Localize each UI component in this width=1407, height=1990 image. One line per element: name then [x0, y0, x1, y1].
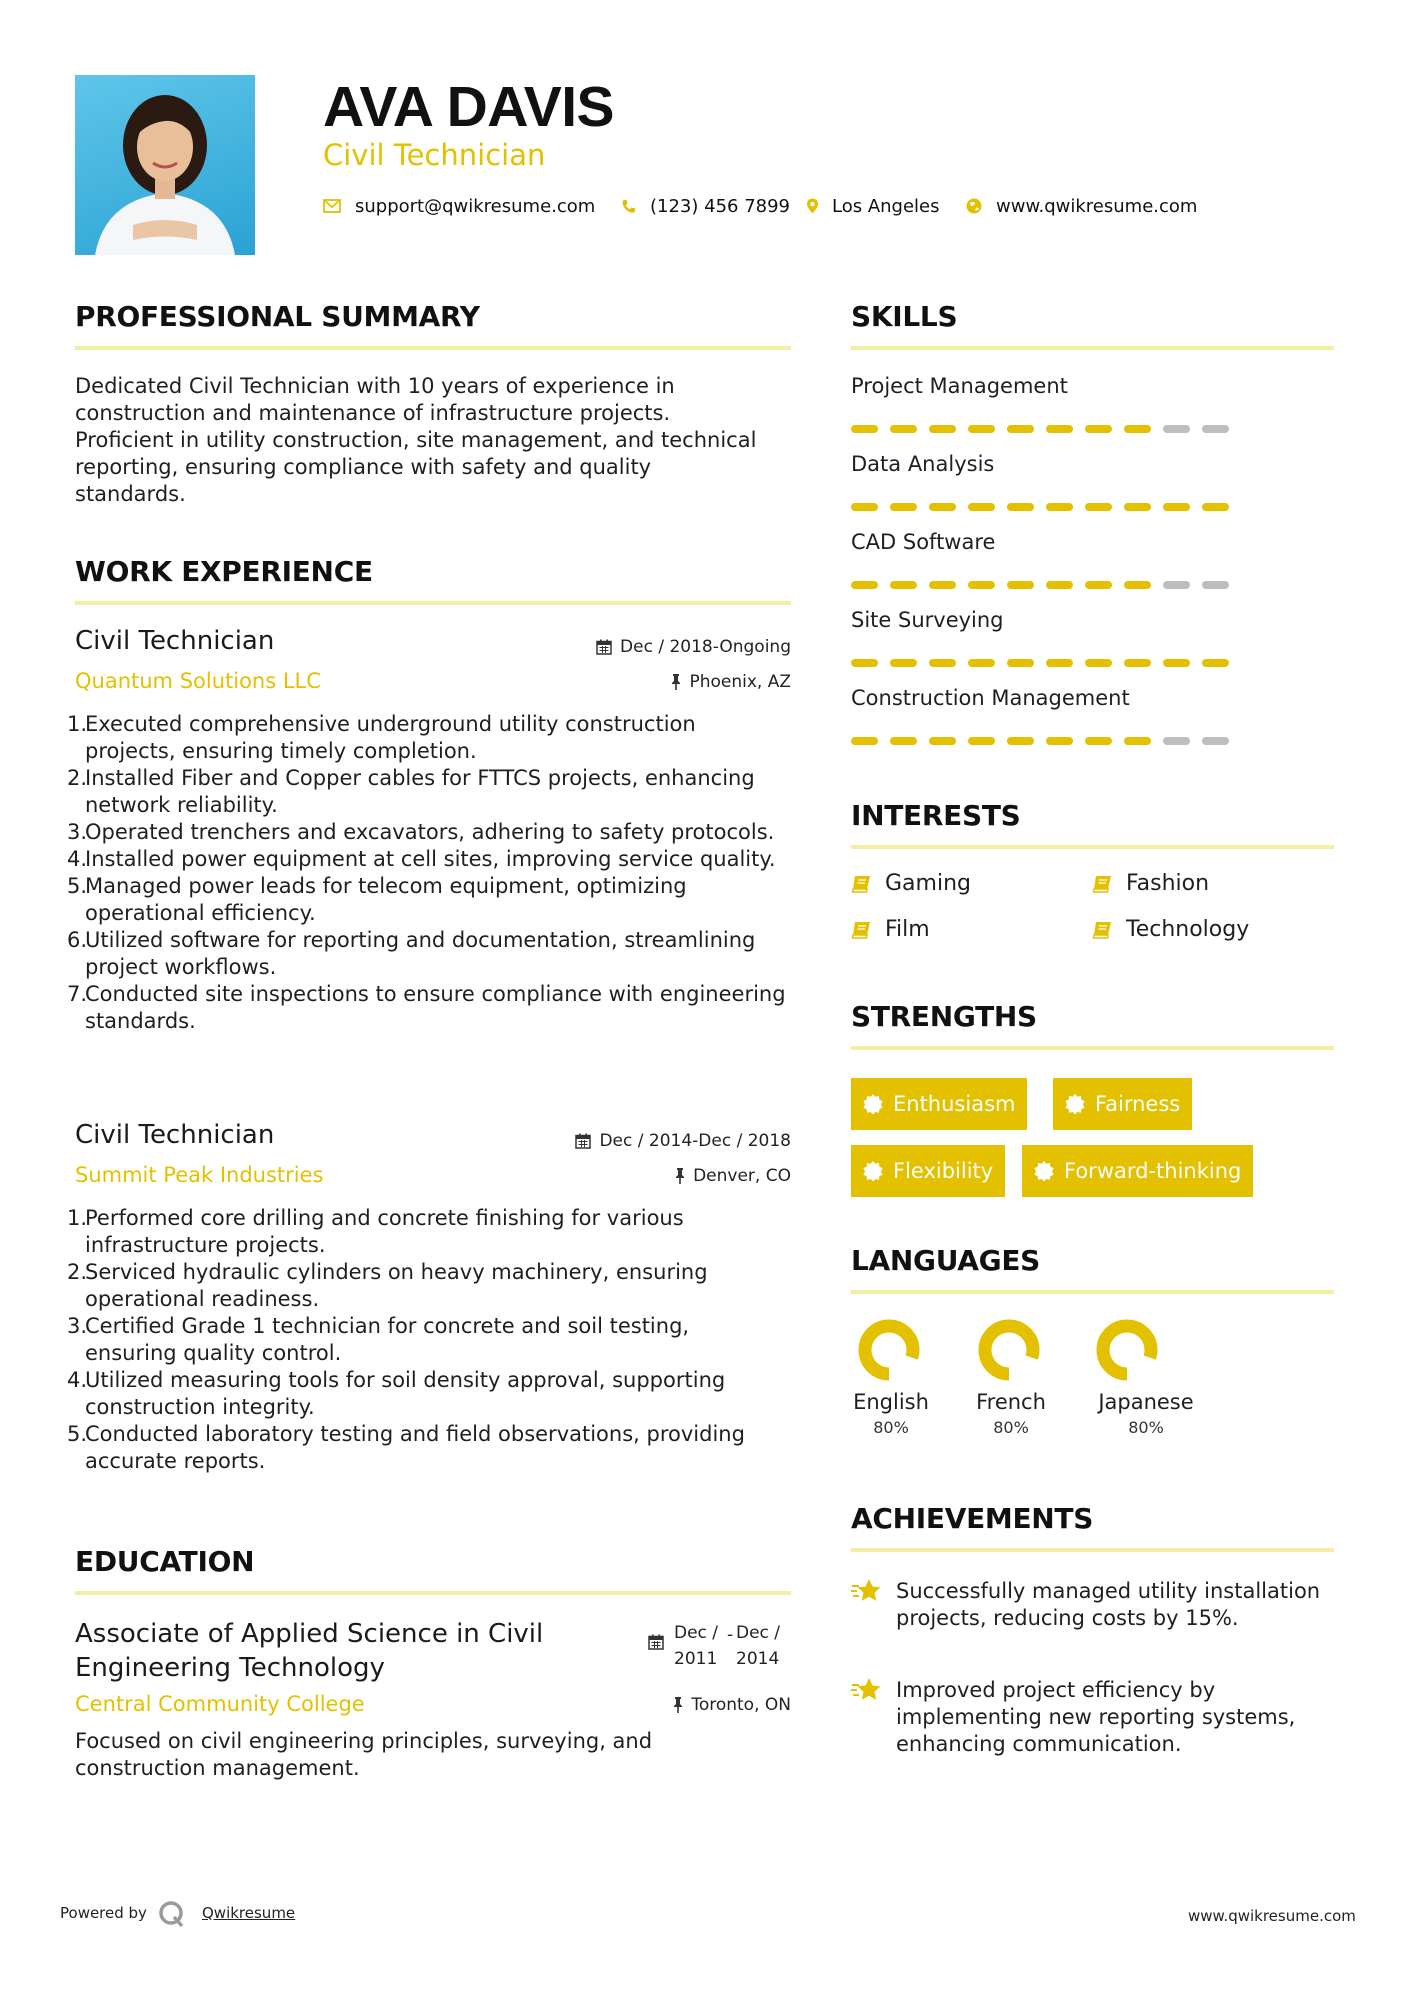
skill-dash-filled [1046, 425, 1073, 433]
skill-dash-filled [890, 737, 917, 745]
contact-website[interactable] [966, 194, 1197, 218]
language-item [971, 1318, 1051, 1437]
globe-icon [966, 198, 982, 214]
achievements-heading: ACHIEVEMENTS [851, 1502, 1094, 1535]
book-icon [851, 875, 871, 893]
job-2-duties [67, 1205, 787, 1475]
skill-rating [851, 425, 1229, 433]
skill-dash-filled [929, 737, 956, 745]
list-item: 3. Certified Grade 1 technician for concrete and soil testing, ensuring quality control. [67, 1314, 690, 1365]
interest-item [851, 871, 971, 896]
education-date-end: Dec / 2014 [736, 1623, 781, 1669]
skill-dash-filled [1124, 425, 1151, 433]
education-date-sep: - [727, 1625, 734, 1645]
skill-dash-filled [1007, 737, 1034, 745]
qwikresume-logo-icon [158, 1900, 186, 1928]
language-name: English [853, 1390, 929, 1414]
skill-dash-filled [890, 425, 917, 433]
location-text: Los Angeles [832, 195, 940, 217]
skill-dash-empty [1163, 425, 1190, 433]
education-location-text: Toronto, ON [691, 1695, 791, 1715]
language-progress-ring [1095, 1318, 1159, 1382]
list-item: 2. Serviced hydraulic cylinders on heavy machinery, ensuring operational readiness. [67, 1260, 708, 1311]
interest-item [1092, 871, 1209, 896]
footer-website[interactable]: www.qwikresume.com [1188, 1907, 1356, 1925]
job-1-dates [520, 637, 791, 657]
skill-dash-filled [968, 425, 995, 433]
badge-icon [863, 1161, 883, 1181]
skill-dash-filled [929, 659, 956, 667]
job-1-date-start: Dec [620, 637, 653, 657]
skill-dash-filled [929, 581, 956, 589]
interest-item [1092, 917, 1249, 942]
language-progress-ring [857, 1318, 921, 1382]
candidate-name: AVA DAVIS [323, 75, 615, 139]
skill-dash-empty [1202, 425, 1229, 433]
skill-dash-empty [1202, 581, 1229, 589]
job-2-date-start: Dec [599, 1131, 633, 1151]
calendar-icon [575, 1133, 591, 1149]
pin-icon [671, 674, 681, 690]
job-1-company: Quantum Solutions LLC [75, 669, 321, 693]
skill-dash-filled [1007, 425, 1034, 433]
skill-label: Construction Management [851, 686, 1130, 710]
profile-photo [75, 75, 255, 255]
skill-dash-filled [1046, 503, 1073, 511]
website-text: www.qwikresume.com [996, 195, 1198, 217]
skill-rating [851, 503, 1229, 511]
language-name: Japanese [1098, 1390, 1194, 1414]
strength-label: Fairness [1095, 1092, 1181, 1116]
skill-dash-empty [1163, 737, 1190, 745]
skill-dash-filled [968, 581, 995, 589]
strength-chip [1053, 1078, 1192, 1130]
skill-dash-filled [851, 425, 878, 433]
education-divider [75, 1591, 791, 1595]
skills-heading: SKILLS [851, 300, 958, 333]
strength-label: Flexibility [893, 1159, 994, 1183]
candidate-role: Civil Technician [323, 138, 546, 172]
skill-dash-filled [1085, 425, 1112, 433]
language-percent: 80% [993, 1418, 1029, 1437]
list-item: 1. Performed core drilling and concrete finishing for various infrastructure projects. [67, 1206, 684, 1257]
book-icon [851, 921, 871, 939]
person-illustration [75, 75, 255, 255]
education-school: Central Community College [75, 1692, 365, 1716]
job-2-company: Summit Peak Industries [75, 1163, 324, 1187]
education-text: Focused on civil engineering principles, surveying, and construction management. [75, 1729, 653, 1780]
skill-dash-filled [1046, 581, 1073, 589]
skill-label: Project Management [851, 374, 1068, 398]
summary-text: Dedicated Civil Technician with 10 years of experience in construction and maintenance of infrastructure projects. Proficient in utility construction, site management, and technical reporting, ensuring compliance with safety and quality standards. [75, 374, 757, 506]
skill-label: Data Analysis [851, 452, 995, 476]
badge-icon [863, 1094, 883, 1114]
language-progress-arc [985, 1326, 1033, 1374]
skill-dash-filled [968, 737, 995, 745]
skill-dash-filled [1124, 503, 1151, 511]
skill-dash-filled [851, 581, 878, 589]
list-item: 4. Installed power equipment at cell sites, improving service quality. [67, 847, 776, 871]
skill-dash-filled [1085, 659, 1112, 667]
skill-dash-filled [1046, 737, 1073, 745]
star-icon [851, 1677, 883, 1703]
skill-dash-filled [890, 581, 917, 589]
language-percent: 80% [1128, 1418, 1164, 1437]
languages-heading: LANGUAGES [851, 1244, 1041, 1277]
interest-label: Technology [1126, 917, 1250, 942]
skill-dash-filled [1124, 737, 1151, 745]
interest-label: Fashion [1126, 871, 1210, 896]
interest-label: Gaming [885, 871, 971, 896]
skill-dash-filled [929, 503, 956, 511]
education-degree [75, 1617, 635, 1685]
strengths-heading: STRENGTHS [851, 1000, 1037, 1033]
skill-dash-filled [851, 659, 878, 667]
skills-divider [851, 346, 1334, 350]
achievement-text: Successfully managed utility installation projects, reducing costs by 15%. [896, 1579, 1321, 1630]
phone-icon [621, 199, 636, 214]
degree-line-1: Associate of Applied Science in Civil [75, 1619, 544, 1649]
skill-rating [851, 581, 1229, 589]
skill-rating [851, 737, 1229, 745]
language-progress-arc [1103, 1326, 1151, 1374]
skill-dash-empty [1202, 737, 1229, 745]
envelope-icon [323, 199, 341, 213]
skill-rating [851, 659, 1229, 667]
interest-item [851, 917, 930, 942]
job-1-title: Civil Technician [75, 626, 275, 656]
skill-dash-filled [1046, 659, 1073, 667]
summary-heading: PROFESSIONAL SUMMARY [75, 300, 480, 333]
language-item [851, 1318, 931, 1437]
list-item: 3. Operated trenchers and excavators, adhering to safety protocols. [67, 820, 775, 844]
brand-link[interactable]: Qwikresume [202, 1904, 296, 1922]
book-icon [1092, 921, 1112, 939]
education-heading: EDUCATION [75, 1545, 255, 1578]
list-item: 5. Managed power leads for telecom equipment, optimizing operational efficiency. [67, 874, 687, 925]
job-2-location-text: Denver, CO [693, 1166, 791, 1186]
strength-chip [1022, 1145, 1253, 1197]
skill-dash-filled [929, 425, 956, 433]
phone-text: (123) 456 7899 [650, 195, 791, 217]
job-1-duties [67, 711, 787, 1035]
summary-divider [75, 346, 791, 350]
pin-icon [675, 1168, 685, 1184]
skill-dash-filled [1124, 581, 1151, 589]
strength-chip [851, 1145, 1005, 1197]
book-icon [1092, 875, 1112, 893]
skill-dash-filled [1085, 503, 1112, 511]
job-1-date-rest: 2018-Ongoing [669, 637, 791, 657]
experience-heading: WORK EXPERIENCE [75, 555, 373, 588]
star-icon [851, 1578, 883, 1604]
powered-by-label: Powered by [60, 1904, 147, 1922]
strength-label: Enthusiasm [893, 1092, 1016, 1116]
education-location [520, 1695, 791, 1715]
contact-phone[interactable] [621, 194, 790, 218]
skill-dash-filled [1202, 503, 1229, 511]
map-pin-icon [807, 198, 818, 214]
skill-dash-filled [1163, 503, 1190, 511]
job-2-date-sep: / [637, 1131, 644, 1151]
job-1-location [520, 672, 791, 692]
skill-dash-filled [968, 503, 995, 511]
strength-label: Forward-thinking [1064, 1159, 1242, 1183]
contact-location [807, 194, 940, 218]
languages-divider [851, 1290, 1334, 1294]
skill-dash-filled [1085, 737, 1112, 745]
job-1-location-text: Phoenix, AZ [689, 672, 791, 692]
skill-dash-filled [1163, 659, 1190, 667]
list-item: 2. Installed Fiber and Copper cables for FTTCS projects, enhancing network reliability. [67, 766, 755, 817]
email-text: support@qwikresume.com [355, 195, 596, 217]
job-1-date-sep: / [658, 637, 665, 657]
language-progress-arc [865, 1326, 913, 1374]
badge-icon [1034, 1161, 1054, 1181]
language-progress-ring [977, 1318, 1041, 1382]
skill-dash-filled [968, 659, 995, 667]
skill-dash-filled [1202, 659, 1229, 667]
list-item: 5. Conducted laboratory testing and field observations, providing accurate reports. [67, 1422, 745, 1473]
calendar-icon [596, 639, 612, 655]
skill-label: Site Surveying [851, 608, 1004, 632]
language-percent: 80% [873, 1418, 909, 1437]
interests-divider [851, 845, 1334, 849]
skill-dash-filled [1007, 581, 1034, 589]
skill-dash-empty [1163, 581, 1190, 589]
language-item [1091, 1318, 1201, 1437]
job-2-date-rest: 2014-Dec / 2018 [648, 1131, 791, 1151]
list-item: 4. Utilized measuring tools for soil density approval, supporting construction integrity. [67, 1368, 726, 1419]
achievements-divider [851, 1548, 1334, 1552]
interests-heading: INTERESTS [851, 799, 1021, 832]
skill-label: CAD Software [851, 530, 996, 554]
skill-dash-filled [890, 659, 917, 667]
interest-label: Film [885, 917, 930, 942]
job-2-title: Civil Technician [75, 1120, 275, 1150]
job-2-location [520, 1166, 791, 1186]
strengths-divider [851, 1046, 1334, 1050]
strength-chip [851, 1078, 1027, 1130]
skill-dash-filled [1007, 503, 1034, 511]
language-name: French [976, 1390, 1046, 1414]
badge-icon [1065, 1094, 1085, 1114]
experience-divider [75, 601, 791, 605]
job-2-dates [470, 1131, 791, 1151]
skill-dash-filled [1124, 659, 1151, 667]
degree-line-2: Engineering Technology [75, 1653, 385, 1683]
calendar-icon [648, 1634, 664, 1650]
skill-dash-filled [890, 503, 917, 511]
skill-dash-filled [1085, 581, 1112, 589]
skill-dash-filled [851, 503, 878, 511]
achievement-text: Improved project efficiency by implementing new reporting systems, enhancing communication. [896, 1678, 1296, 1756]
contact-email[interactable] [323, 194, 595, 218]
education-date-start: Dec / 2011 [674, 1623, 719, 1669]
skill-dash-filled [851, 737, 878, 745]
skill-dash-filled [1007, 659, 1034, 667]
list-item: 1. Executed comprehensive underground utility construction projects, ensuring timely completion. [67, 712, 696, 763]
pin-icon [673, 1697, 683, 1713]
list-item: 7. Conducted site inspections to ensure compliance with engineering standards. [67, 982, 786, 1033]
list-item: 6. Utilized software for reporting and documentation, streamlining project workflows. [67, 928, 756, 979]
